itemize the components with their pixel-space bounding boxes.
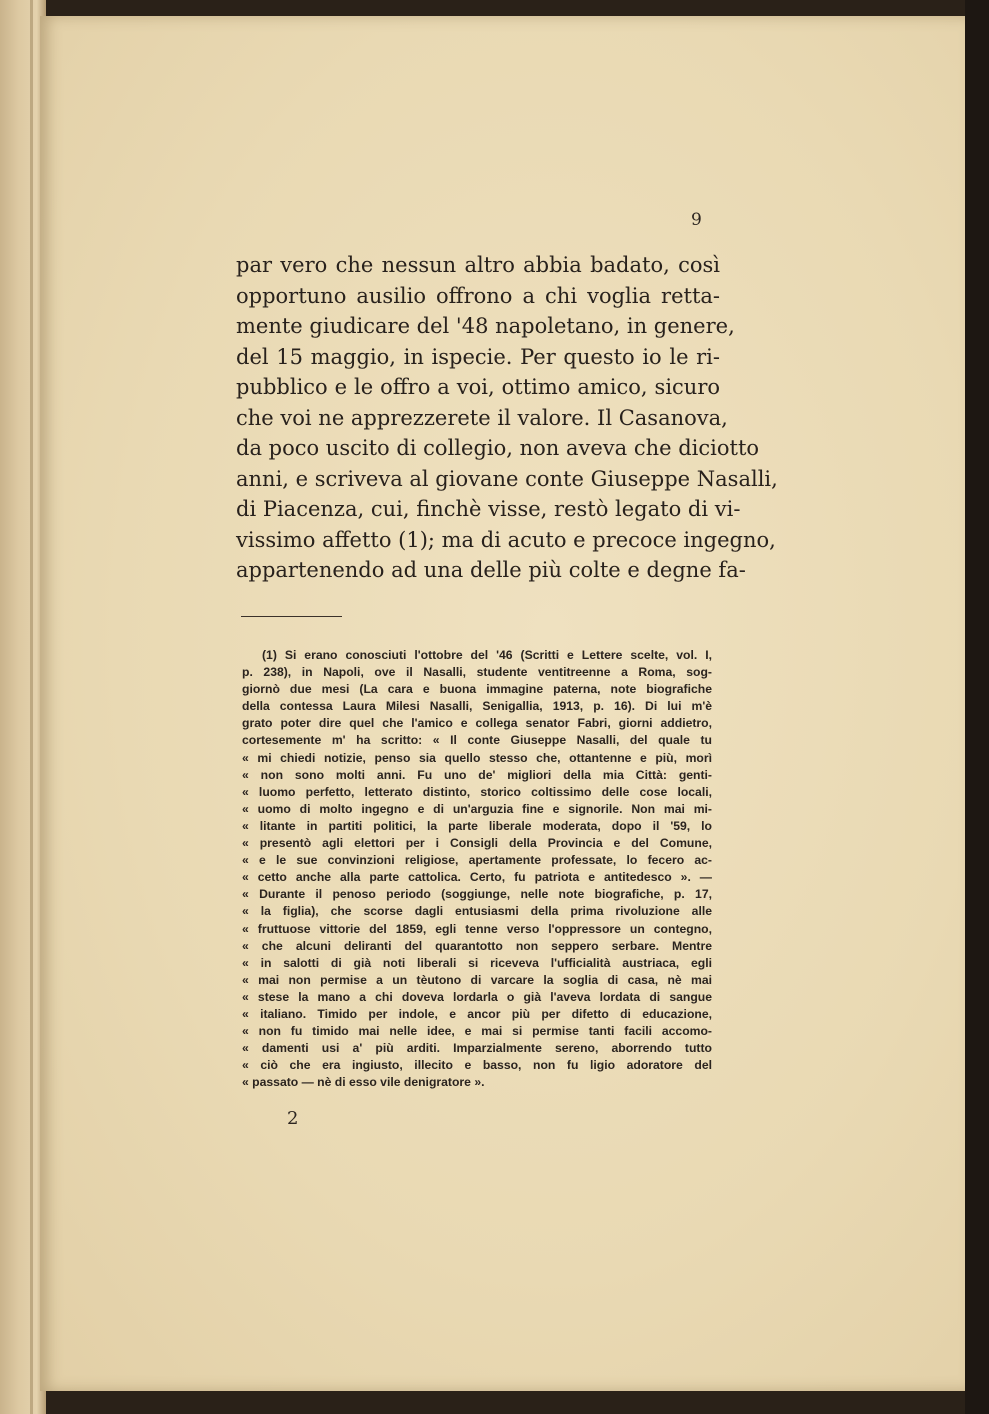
footnote-line: « che alcuni deliranti del quarantotto non seppero serbare. Mentre — [242, 938, 712, 953]
body-line: vissimo affetto (1); ma di acuto e precoce ingegno, — [236, 527, 776, 552]
footnote-line: « italiano. Timido per indole, e ancor più per difetto di educazione, — [242, 1006, 712, 1021]
footnote-line: della contessa Laura Milesi Nasalli, Senigallia, 1913, p. 16). Di lui m'è — [242, 699, 712, 714]
footnote-line: « uomo di molto ingegno e di un'arguzia fine e signorile. Non mai mi- — [242, 801, 712, 816]
footnote-line: « cetto anche alla parte cattolica. Certo, fu patriota e antitedesco ». — — [242, 870, 712, 885]
footnote-line: grato poter dire quel che l'amico e collega senator Fabri, giorni addietro, — [242, 716, 712, 731]
footnote-line: « luomo perfetto, letterato distinto, storico coltissimo delle cose locali, — [242, 784, 712, 799]
footnote-line: « non fu timido mai nelle idee, e mai si permise tanti facili accomo- — [242, 1024, 712, 1039]
footnote-line: « mi chiedi notizie, penso sia quello stesso che, ottantenne e più, morì — [242, 750, 712, 765]
body-text — [236, 250, 778, 586]
footnote-line: cortesemente m' ha scritto: « Il conte Giuseppe Nasalli, del quale tu — [242, 733, 712, 748]
footnote-line: « passato — nè di esso vile denigratore ». — [242, 1075, 485, 1090]
footnote-line: « damenti usi a' più arditi. Imparzialmente sereno, aborrendo tutto — [242, 1041, 712, 1056]
body-line: di Piacenza, cui, finchè visse, restò legato di vi- — [236, 497, 741, 521]
footnote-line: « in salotti di già noti liberali si riceveva l'ufficialità austriaca, egli — [242, 955, 712, 970]
footnote-line: « litante in partiti politici, la parte liberale moderata, dopo il '59, lo — [242, 818, 712, 833]
footnote-line: « la figlia), che scorse dagli entusiasmi della prima rivoluzione alle — [242, 904, 712, 919]
scan-background — [965, 0, 989, 1414]
footnote-line: « ciò che era ingiusto, illecito e basso, non fu ligio adoratore del — [242, 1058, 712, 1073]
footnote-text — [242, 647, 712, 1091]
body-line: che voi ne apprezzerete il valore. Il Casanova, — [236, 405, 728, 430]
body-line: mente giudicare del '48 napoletano, in genere, — [236, 314, 735, 338]
footnote-line: « fruttuose vittorie del 1859, egli tenne verso l'oppressore un contegno, — [242, 921, 712, 936]
body-line: anni, e scriveva al giovane conte Giuseppe Nasalli, — [236, 466, 778, 491]
printer-signature-mark: 2 — [287, 1108, 299, 1129]
body-line: opportuno ausilio offrono a chi voglia retta- — [236, 283, 720, 308]
footnote-line: « mai non permise a un tèutono di varcare la soglia di casa, nè mai — [242, 972, 712, 987]
footnote-line: « e le sue convinzioni religiose, apertamente professate, lo fecero ac- — [242, 853, 712, 868]
footnote-line: (1) Si erano conosciuti l'ottobre del '46 (Scritti e Lettere scelte, vol. I, — [262, 648, 712, 662]
page-number: 9 — [691, 210, 702, 230]
body-line: pubblico e le offro a voi, ottimo amico, sicuro — [236, 375, 720, 399]
body-line: del 15 maggio, in ispecie. Per questo io le ri- — [236, 344, 720, 369]
footnote-separator — [241, 616, 342, 617]
body-line: da poco uscito di collegio, non aveva che diciotto — [236, 436, 760, 460]
body-line: appartenendo ad una delle più colte e degne fa- — [236, 558, 746, 582]
footnote-line: p. 238), in Napoli, ove il Nasalli, studente ventitreenne a Roma, sog- — [242, 665, 712, 680]
footnote-line: giornò due mesi (La cara e buona immagine paterna, note biografiche — [242, 682, 712, 697]
footnote-line: « non sono molti anni. Fu uno de' migliori della mia Città: genti- — [242, 767, 712, 782]
footnote-line: « stese la mano a chi doveva lordarla o già l'aveva lordata di sangue — [242, 989, 712, 1004]
body-line: par vero che nessun altro abbia badato, così — [236, 253, 720, 277]
footnote-line: « Durante il penoso periodo (soggiunge, nelle note biografiche, p. 17, — [242, 887, 712, 902]
footnote-line: « presentò agli elettori per i Consigli della Provincia e del Comune, — [242, 836, 712, 851]
